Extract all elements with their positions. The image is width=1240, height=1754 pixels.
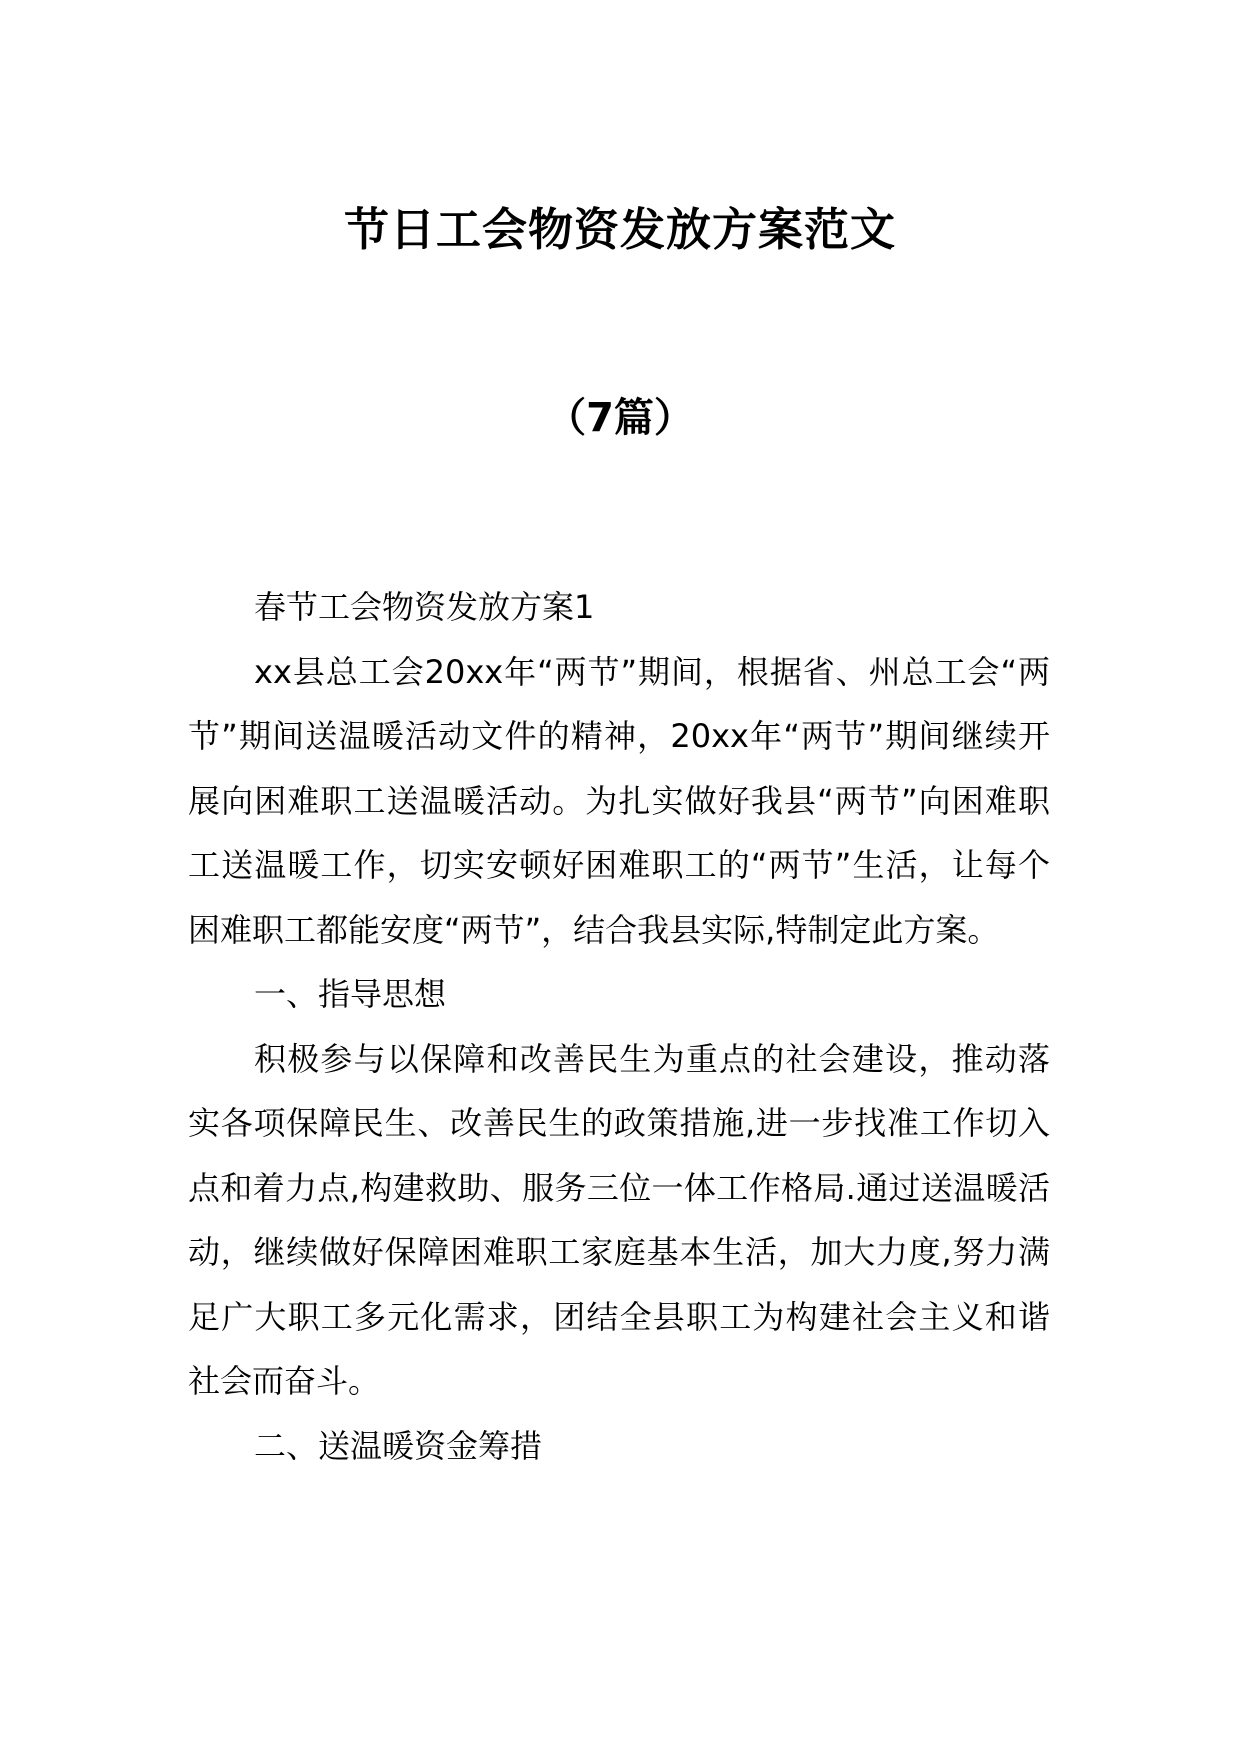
guiding-thought-paragraph: 积极参与以保障和改善民生为重点的社会建设，推动落实各项保障民生、改善民生的政策措施,进一步找准工作切入点和着力点,构建救助、服务三位一体工作格局.通过送温暖活动，继续做好保障困难职工家庭基本生活，加大力度,努力满足广大职工多元化需求，团结全县职工为构建社会主义和谐社会而奋斗。 [188,1039,1050,1400]
section-heading-guiding-thought: 一、指导思想 [254,975,447,1013]
section-heading-plan-1: 春节工会物资发放方案1 [254,588,595,626]
intro-paragraph: xx县总工会20xx年“两节”期间，根据省、州总工会“两节”期间送温暖活动文件的精神，20xx年“两节”期间继续开展向困难职工送温暖活动。为扎实做好我县“两节”向困难职工送温暖工作，切实安顿好困难职工的“两节”生活，让每个困难职工都能安度“两节”，结合我县实际,特制定此方案。 [188,652,1050,949]
section-heading-funding: 二、送温暖资金筹措 [254,1426,543,1465]
document-body [188,575,1050,1478]
document-subtitle: （7篇） [546,395,694,441]
document-title: 节日工会物资发放方案范文 [343,203,896,256]
